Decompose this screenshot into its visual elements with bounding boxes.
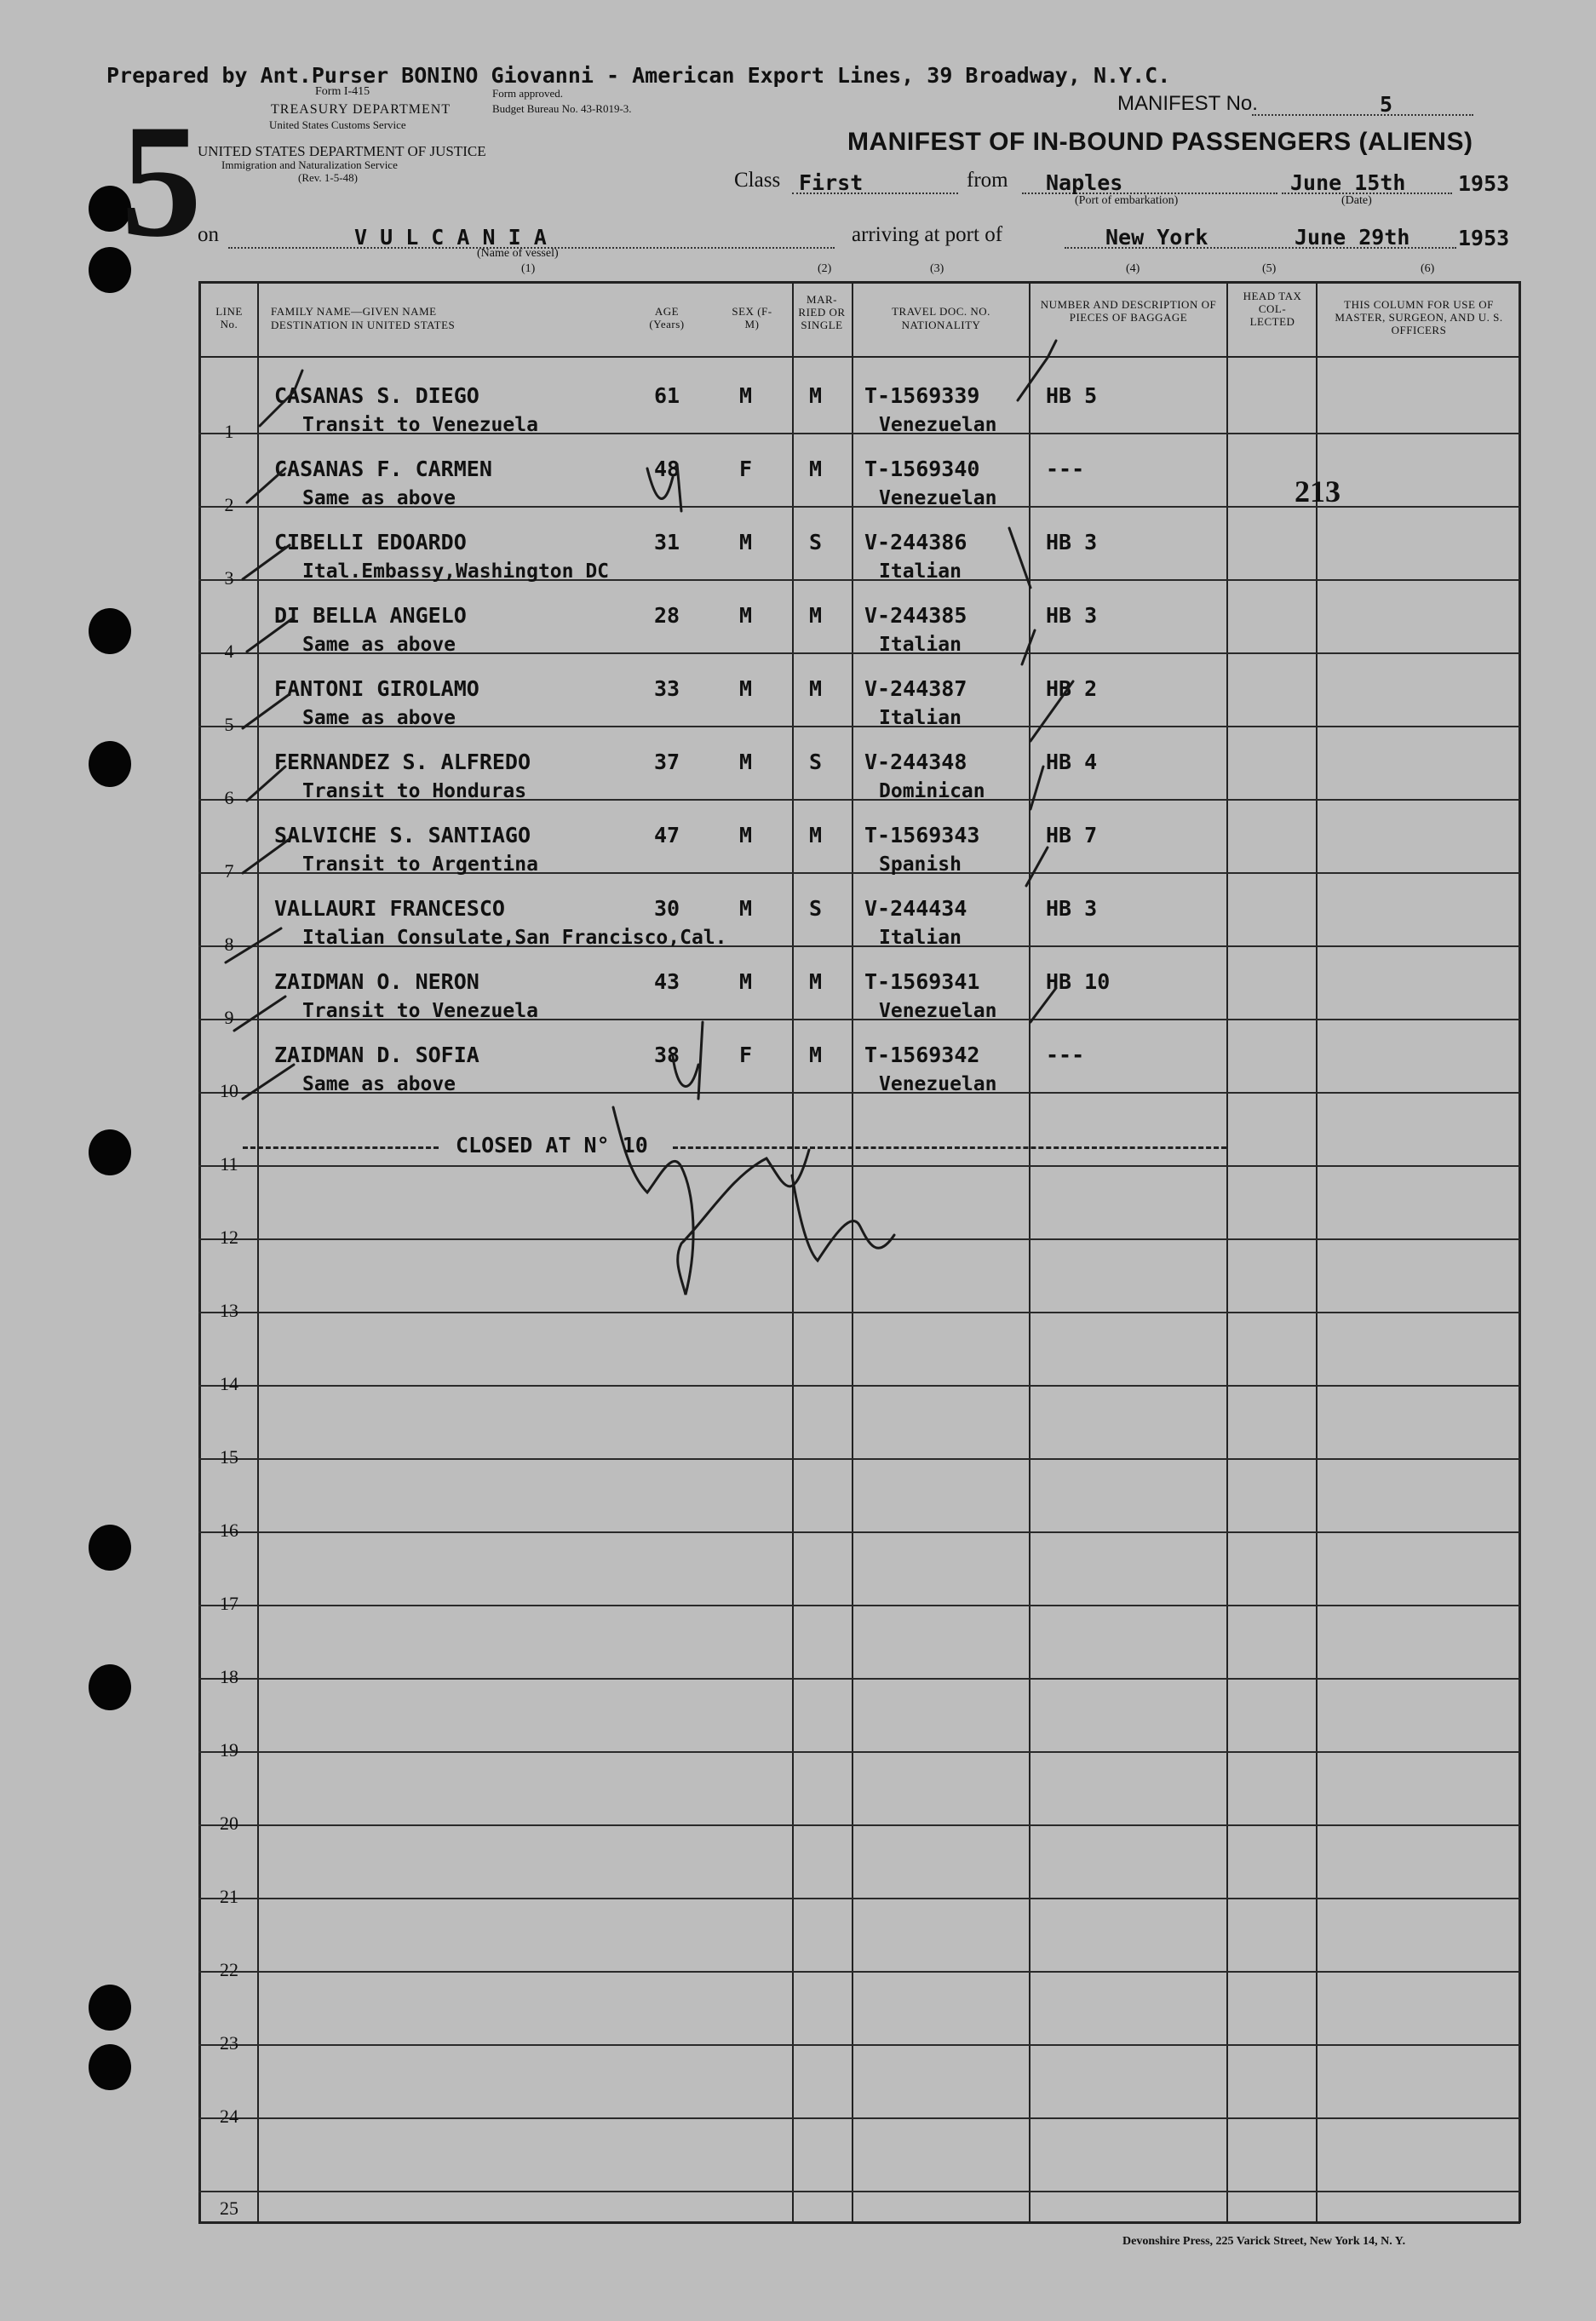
on-label: on xyxy=(198,223,219,246)
form-approved: Form approved. xyxy=(492,87,564,100)
passenger-name: ZAIDMAN O. NERON xyxy=(274,969,479,994)
check-mark xyxy=(243,545,290,579)
justice-department: UNITED STATES DEPARTMENT OF JUSTICE xyxy=(198,143,486,159)
column-number: (3) xyxy=(930,262,944,275)
passenger-marital-status: S xyxy=(809,530,823,554)
line-number: 24 xyxy=(220,2106,238,2127)
passenger-sex: M xyxy=(739,750,753,774)
header-sex: SEX (F-M) xyxy=(732,305,772,330)
line-number: 15 xyxy=(220,1446,238,1468)
passenger-destination: Ital.Embassy,Washington DC xyxy=(302,560,610,583)
passenger-travel-doc: T-1569342 xyxy=(864,1043,980,1067)
line-number: 10 xyxy=(220,1080,238,1101)
passenger-travel-doc: T-1569340 xyxy=(864,457,980,481)
line-number: 16 xyxy=(220,1520,238,1541)
passenger-nationality: Italian xyxy=(879,560,962,583)
header-officers: THIS COLUMN FOR USE OF MASTER, SURGEON, AND U. S. OFFICERS xyxy=(1335,298,1503,336)
check-mark xyxy=(226,928,281,962)
line-number: 13 xyxy=(220,1300,238,1321)
passenger-age: 30 xyxy=(654,896,680,921)
check-mark xyxy=(1031,767,1043,809)
printer-credit: Devonshire Press, 225 Varick Street, New York 14, N. Y. xyxy=(1122,2235,1406,2248)
passenger-travel-doc: V-244434 xyxy=(864,896,967,921)
vessel-name: V U L C A N I A xyxy=(354,225,547,250)
line-number: 3 xyxy=(224,567,234,589)
passenger-sex: M xyxy=(739,896,753,921)
header-destination: DESTINATION IN UNITED STATES xyxy=(271,319,456,331)
passenger-marital-status: S xyxy=(809,896,823,921)
column-number: (4) xyxy=(1126,262,1140,275)
manifest-page-numeral: 5 xyxy=(121,92,202,271)
passenger-baggage: HB 2 xyxy=(1046,676,1098,701)
line-number: 9 xyxy=(224,1007,234,1028)
passenger-marital-status: M xyxy=(809,969,823,994)
line-number: 1 xyxy=(224,421,234,442)
passenger-baggage: HB 3 xyxy=(1046,530,1098,554)
passenger-name: FANTONI GIROLAMO xyxy=(274,676,479,701)
line-number: 7 xyxy=(224,860,234,882)
treasury-department: TREASURY DEPARTMENT xyxy=(271,102,451,117)
check-mark xyxy=(247,767,285,801)
line-number: 22 xyxy=(220,1959,238,1980)
passenger-sex: F xyxy=(739,1043,753,1067)
passenger-baggage: HB 4 xyxy=(1046,750,1098,774)
passenger-sex: M xyxy=(739,823,753,847)
revision-date: (Rev. 1-5-48) xyxy=(298,171,358,184)
passenger-marital-status: M xyxy=(809,823,823,847)
check-mark xyxy=(234,997,285,1031)
header-travel-doc: TRAVEL DOC. NO. xyxy=(892,305,990,318)
manifest-number-label: MANIFEST No. xyxy=(1117,92,1258,115)
passenger-nationality: Venezuelan xyxy=(879,414,997,436)
check-mark xyxy=(243,694,290,728)
passenger-sex: F xyxy=(739,457,753,481)
passenger-age: 28 xyxy=(654,603,680,628)
form-number: Form I-415 xyxy=(315,85,370,98)
arrival-year: 1953 xyxy=(1458,226,1510,250)
ins-service: Immigration and Naturalization Service xyxy=(221,158,398,171)
check-mark xyxy=(243,1065,294,1099)
header-married: MAR- RIED OR SINGLE xyxy=(798,293,846,331)
passenger-baggage: HB 7 xyxy=(1046,823,1098,847)
line-number: 14 xyxy=(220,1373,238,1394)
passenger-marital-status: M xyxy=(809,603,823,628)
passenger-nationality: Venezuelan xyxy=(879,1073,997,1095)
passenger-nationality: Venezuelan xyxy=(879,1000,997,1022)
passenger-baggage: --- xyxy=(1046,457,1085,481)
line-number: 18 xyxy=(220,1666,238,1687)
line-number: 20 xyxy=(220,1813,238,1834)
head-tax-note: 213 xyxy=(1295,474,1341,508)
signature-scrawl xyxy=(613,1107,809,1295)
passenger-nationality: Italian xyxy=(879,707,962,729)
passenger-destination: Italian Consulate,San Francisco,Cal. xyxy=(302,927,727,949)
initials xyxy=(673,1022,703,1099)
passenger-destination: Transit to Honduras xyxy=(302,780,527,802)
passenger-name: ZAIDMAN D. SOFIA xyxy=(274,1043,479,1067)
line-number: 17 xyxy=(220,1593,238,1614)
vessel-caption: (Name of vessel) xyxy=(477,247,559,260)
passenger-age: 61 xyxy=(654,383,680,408)
passenger-nationality: Dominican xyxy=(879,780,985,802)
from-label: from xyxy=(967,169,1008,192)
arriving-label: arriving at port of xyxy=(852,223,1003,246)
passenger-sex: M xyxy=(739,676,753,701)
passenger-destination: Same as above xyxy=(302,634,456,656)
passenger-travel-doc: V-244385 xyxy=(864,603,967,628)
column-number: (6) xyxy=(1421,262,1435,275)
closed-at-note: CLOSED AT N° 10 xyxy=(456,1133,648,1158)
passenger-sex: M xyxy=(739,383,753,408)
check-mark xyxy=(260,371,302,426)
passenger-age: 43 xyxy=(654,969,680,994)
passenger-name: CIBELLI EDOARDO xyxy=(274,530,467,554)
passenger-travel-doc: T-1569341 xyxy=(864,969,980,994)
check-mark xyxy=(1009,528,1031,588)
passenger-age: 37 xyxy=(654,750,680,774)
passenger-marital-status: S xyxy=(809,750,823,774)
passenger-travel-doc: V-244348 xyxy=(864,750,967,774)
header-name: FAMILY NAME—GIVEN NAME xyxy=(271,305,437,318)
customs-service: United States Customs Service xyxy=(269,118,406,131)
check-mark xyxy=(243,839,290,873)
port-embark-caption: (Port of embarkation) xyxy=(1075,194,1179,207)
passenger-baggage: HB 3 xyxy=(1046,603,1098,628)
header-head-tax: HEAD TAX COL- LECTED xyxy=(1243,290,1302,328)
arrival-date-value: June 29th xyxy=(1295,225,1410,250)
passenger-nationality: Italian xyxy=(879,634,962,656)
manifest-title: MANIFEST OF IN-BOUND PASSENGERS (ALIENS) xyxy=(847,128,1473,156)
signature-scrawl xyxy=(792,1175,894,1261)
class-value: First xyxy=(799,170,864,195)
passenger-travel-doc: V-244387 xyxy=(864,676,967,701)
header-nationality: NATIONALITY xyxy=(901,319,981,331)
passenger-age: 47 xyxy=(654,823,680,847)
passenger-sex: M xyxy=(739,603,753,628)
line-number: 8 xyxy=(224,934,234,955)
date-caption: (Date) xyxy=(1341,194,1372,207)
passenger-marital-status: M xyxy=(809,383,823,408)
arrival-port-value: New York xyxy=(1105,225,1208,250)
passenger-destination: Transit to Argentina xyxy=(302,853,538,876)
passenger-travel-doc: T-1569343 xyxy=(864,823,980,847)
line-number: 25 xyxy=(220,2197,238,2219)
line-number: 23 xyxy=(220,2032,238,2054)
check-mark xyxy=(1022,630,1035,664)
passenger-age: 33 xyxy=(654,676,680,701)
passenger-destination: Transit to Venezuela xyxy=(302,1000,538,1022)
passenger-name: SALVICHE S. SANTIAGO xyxy=(274,823,531,847)
prepared-by-line: Prepared by Ant.Purser BONINO Giovanni - American Export Lines, 39 Broadway, N.Y.C. xyxy=(106,63,1171,88)
passenger-age: 31 xyxy=(654,530,680,554)
passenger-baggage: HB 3 xyxy=(1046,896,1098,921)
passenger-baggage: --- xyxy=(1046,1043,1085,1067)
line-number: 6 xyxy=(224,787,234,808)
line-number: 19 xyxy=(220,1739,238,1761)
passenger-marital-status: M xyxy=(809,676,823,701)
column-number: (1) xyxy=(521,262,536,275)
header-age: AGE (Years) xyxy=(649,305,685,330)
check-mark xyxy=(1031,681,1073,741)
class-label: Class xyxy=(734,169,781,192)
passenger-age: 38 xyxy=(654,1043,680,1067)
passenger-baggage: HB 10 xyxy=(1046,969,1111,994)
passenger-sex: M xyxy=(739,530,753,554)
passenger-marital-status: M xyxy=(809,457,823,481)
passenger-marital-status: M xyxy=(809,1043,823,1067)
passenger-nationality: Venezuelan xyxy=(879,487,997,509)
passenger-baggage: HB 5 xyxy=(1046,383,1098,408)
check-mark xyxy=(1018,341,1056,400)
passenger-nationality: Spanish xyxy=(879,853,962,876)
manifest-number-value: 5 xyxy=(1380,92,1393,117)
passenger-destination: Same as above xyxy=(302,1073,456,1095)
line-number: 4 xyxy=(224,641,234,662)
column-number: (2) xyxy=(818,262,832,275)
passenger-travel-doc: V-244386 xyxy=(864,530,967,554)
passenger-destination: Same as above xyxy=(302,487,456,509)
check-mark xyxy=(247,618,294,652)
passenger-nationality: Italian xyxy=(879,927,962,949)
passenger-name: FERNANDEZ S. ALFREDO xyxy=(274,750,531,774)
passenger-name: VALLAURI FRANCESCO xyxy=(274,896,505,921)
line-number: 12 xyxy=(220,1227,238,1248)
passenger-name: CASANAS S. DIEGO xyxy=(274,383,479,408)
passenger-sex: M xyxy=(739,969,753,994)
passenger-age: 48 xyxy=(654,457,680,481)
passenger-destination: Same as above xyxy=(302,707,456,729)
embarkation-year: 1953 xyxy=(1458,171,1510,196)
line-number: 11 xyxy=(220,1153,238,1175)
check-mark xyxy=(1031,988,1056,1022)
check-mark xyxy=(247,468,285,503)
line-number: 21 xyxy=(220,1886,238,1907)
header-line-no: LINE No. xyxy=(215,305,243,330)
line-number: 5 xyxy=(224,714,234,735)
port-of-embarkation-value: Naples xyxy=(1046,170,1123,195)
passenger-travel-doc: T-1569339 xyxy=(864,383,980,408)
embarkation-date-value: June 15th xyxy=(1290,170,1406,195)
budget-bureau: Budget Bureau No. 43-R019-3. xyxy=(492,102,632,115)
check-mark xyxy=(1026,847,1048,886)
passenger-destination: Transit to Venezuela xyxy=(302,414,538,436)
column-number: (5) xyxy=(1262,262,1277,275)
line-number: 2 xyxy=(224,494,234,515)
initials xyxy=(647,464,681,511)
passenger-name: CASANAS F. CARMEN xyxy=(274,457,492,481)
header-baggage: NUMBER AND DESCRIPTION OF PIECES OF BAGGAGE xyxy=(1040,298,1217,324)
passenger-name: DI BELLA ANGELO xyxy=(274,603,467,628)
